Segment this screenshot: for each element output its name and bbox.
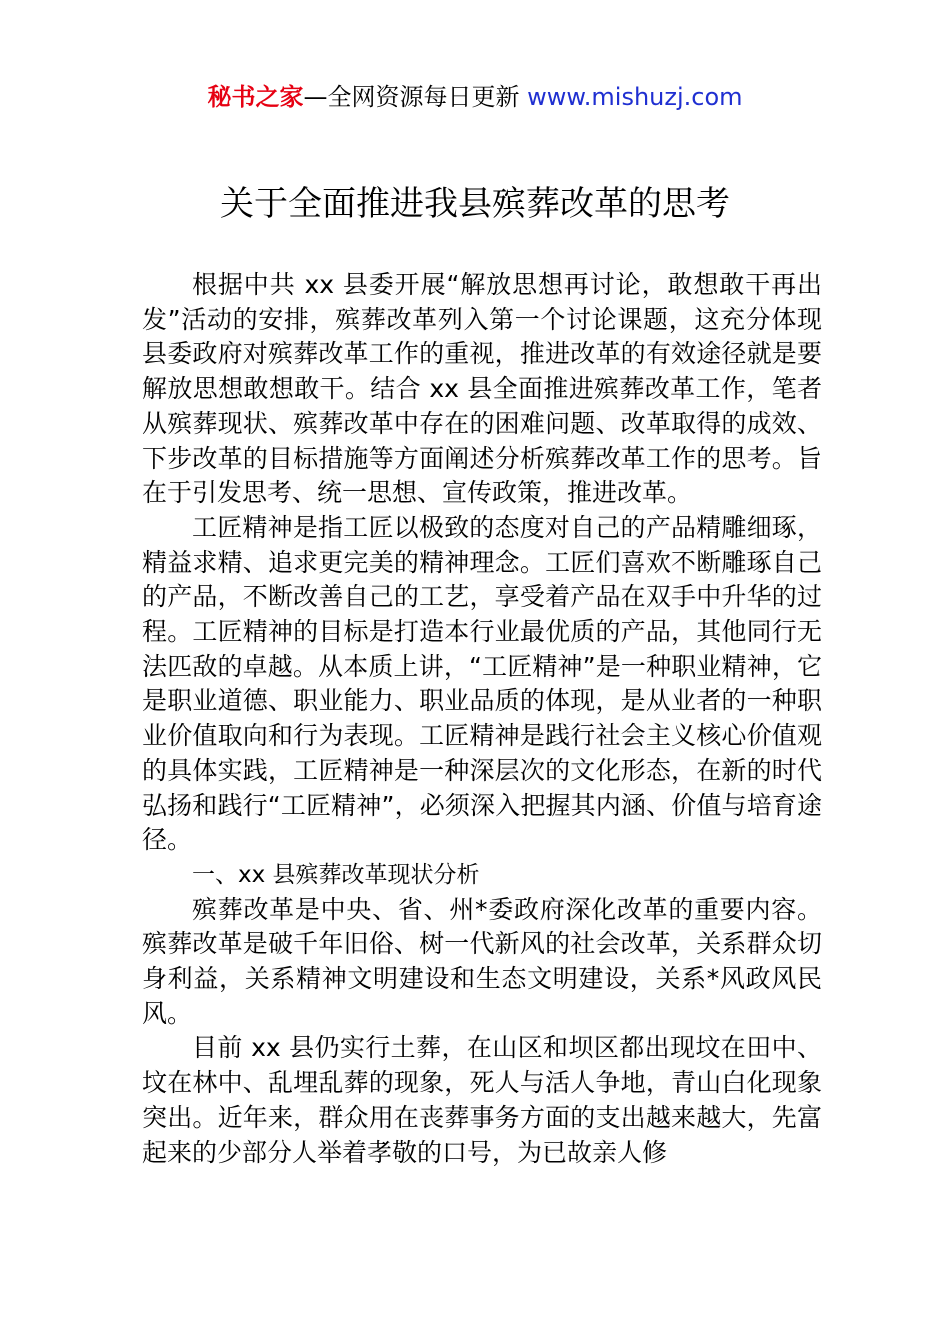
paragraph-intro: 根据中共 xx 县委开展“解放思想再讨论，敢想敢干再出发”活动的安排，殡葬改革列入第一个讨论课题，这充分体现县委政府对殡葬改革工作的重视，推进改革的有效途径就是要解放思想敢想敢干。结合 xx 县全面推进殡葬改革工作，笔者从殡葬现状、殡葬改革中存在的困难问题、改革取得的成效、下步改革的目标措施等方面阐述分析殡葬改革工作的思考。旨在于引发思考、统一思想、宣传政策，推进改革。 — [142, 270, 822, 508]
paragraph-craftsmanship: 工匠精神是指工匠以极致的态度对自己的产品精雕细琢，精益求精、追求更完美的精神理念。工匠们喜欢不断雕琢自己的产品，不断改善自己的工艺，享受着产品在双手中升华的过程。工匠精神的目标是打造本行业最优质的产品，其他同行无法匹敌的卓越。从本质上讲，“工匠精神”是一种职业精神，它是职业道德、职业能力、职业品质的体现，是从业者的一种职业价值取向和行为表现。工匠精神是践行社会主义核心价值观的具体实践，工匠精神是一种深层次的文化形态，在新的时代弘扬和践行“工匠精神”，必须深入把握其内涵、价值与培育途径。 — [142, 512, 822, 855]
document-body — [142, 268, 822, 1170]
paragraph-current-status: 目前 xx 县仍实行土葬，在山区和坝区都出现坟在田中、坟在林中、乱埋乱葬的现象，死人与活人争地，青山白化现象突出。近年来，群众用在丧葬事务方面的支出越来越大，先富起来的少部分人举着孝敬的口号，为已故亲人修 — [142, 1033, 822, 1167]
header-tagline: —全网资源每日更新 — [303, 83, 520, 111]
site-header — [0, 80, 950, 114]
site-url-link[interactable]: www.mishuzj.com — [527, 83, 743, 111]
document-title: 关于全面推进我县殡葬改革的思考 — [220, 184, 730, 224]
brand-name: 秘书之家 — [207, 83, 304, 111]
paragraph-reform-importance: 殡葬改革是中央、省、州*委政府深化改革的重要内容。殡葬改革是破千年旧俗、树一代新风的社会改革，关系群众切身利益，关系精神文明建设和生态文明建设，关系*风政风民风。 — [142, 894, 822, 1028]
section-heading: 一、xx 县殡葬改革现状分析 — [192, 861, 480, 888]
